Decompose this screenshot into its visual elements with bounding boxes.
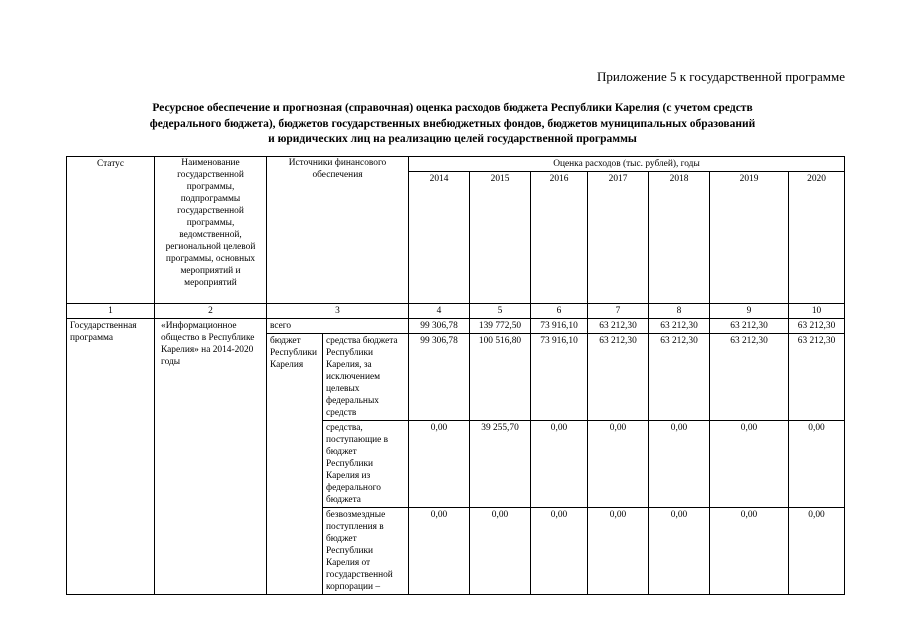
- value-cell: 99 306,78: [409, 319, 470, 334]
- value-cell: 63 212,30: [649, 319, 710, 334]
- column-number: 8: [649, 304, 710, 319]
- value-cell: 63 212,30: [588, 319, 649, 334]
- title-line-1: Ресурсное обеспечение и прогнозная (справочная) оценка расходов бюджета Республики Карелия (с учетом средств: [152, 102, 753, 114]
- value-cell: 73 916,10: [531, 334, 588, 421]
- value-cell: 0,00: [710, 421, 789, 508]
- source-group-label: бюджет Республики Карелия: [267, 334, 323, 595]
- appendix-label: Приложение 5 к государственной программе: [596, 69, 845, 84]
- column-number: 2: [155, 304, 267, 319]
- value-cell: 139 772,50: [470, 319, 531, 334]
- header-row: [67, 157, 845, 172]
- column-number: 10: [789, 304, 845, 319]
- value-cell: 63 212,30: [789, 334, 845, 421]
- table-row: [67, 319, 845, 334]
- column-number: 7: [588, 304, 649, 319]
- title-line-3: и юридических лиц на реализацию целей государственной программы: [268, 133, 637, 145]
- document-title: [60, 101, 845, 148]
- header-status: Статус: [67, 157, 155, 304]
- header-sources: Источники финансового обеспечения: [267, 157, 409, 304]
- year-cell: 2019: [710, 172, 789, 304]
- source-label: средства, поступающие в бюджет Республики Карелия из федерального бюджета: [323, 421, 409, 508]
- value-cell: 39 255,70: [470, 421, 531, 508]
- value-cell: 100 516,80: [470, 334, 531, 421]
- year-cell: 2017: [588, 172, 649, 304]
- value-cell: 73 916,10: [531, 319, 588, 334]
- header-estimate: Оценка расходов (тыс. рублей), годы: [409, 157, 845, 172]
- value-cell: 0,00: [409, 508, 470, 595]
- header-name: Наименование государственной программы, подпрограммы государственной программы, ведомственной, региональной целевой программы, основных мероприятий и мероприятий: [155, 157, 267, 304]
- value-cell: 63 212,30: [710, 334, 789, 421]
- column-number: 1: [67, 304, 155, 319]
- column-number: 3: [267, 304, 409, 319]
- year-cell: 2018: [649, 172, 710, 304]
- budget-table: [66, 156, 845, 595]
- value-cell: 63 212,30: [588, 334, 649, 421]
- value-cell: 99 306,78: [409, 334, 470, 421]
- value-cell: 63 212,30: [710, 319, 789, 334]
- column-number-row: [67, 304, 845, 319]
- source-label: всего: [267, 319, 409, 334]
- column-number: 4: [409, 304, 470, 319]
- value-cell: 63 212,30: [649, 334, 710, 421]
- value-cell: 0,00: [649, 421, 710, 508]
- source-label: безвозмездные поступления в бюджет Республики Карелия от государственной корпорации –: [323, 508, 409, 595]
- column-number: 6: [531, 304, 588, 319]
- program-name: «Информационное общество в Республике Карелия» на 2014-2020 годы: [155, 319, 267, 595]
- column-number: 9: [710, 304, 789, 319]
- year-cell: 2016: [531, 172, 588, 304]
- year-cell: 2015: [470, 172, 531, 304]
- source-label: средства бюджета Республики Карелия, за исключением целевых федеральных средств: [323, 334, 409, 421]
- value-cell: 0,00: [409, 421, 470, 508]
- column-number: 5: [470, 304, 531, 319]
- value-cell: 0,00: [649, 508, 710, 595]
- value-cell: 0,00: [710, 508, 789, 595]
- value-cell: 0,00: [789, 508, 845, 595]
- value-cell: 0,00: [588, 421, 649, 508]
- value-cell: 0,00: [588, 508, 649, 595]
- program-status: Государственная программа: [67, 319, 155, 595]
- year-cell: 2020: [789, 172, 845, 304]
- value-cell: 0,00: [789, 421, 845, 508]
- title-line-2: федерального бюджета), бюджетов государственных внебюджетных фондов, бюджетов муниципальных образований: [149, 117, 756, 130]
- year-cell: 2014: [409, 172, 470, 304]
- value-cell: 0,00: [470, 508, 531, 595]
- value-cell: 0,00: [531, 421, 588, 508]
- value-cell: 0,00: [531, 508, 588, 595]
- value-cell: 63 212,30: [789, 319, 845, 334]
